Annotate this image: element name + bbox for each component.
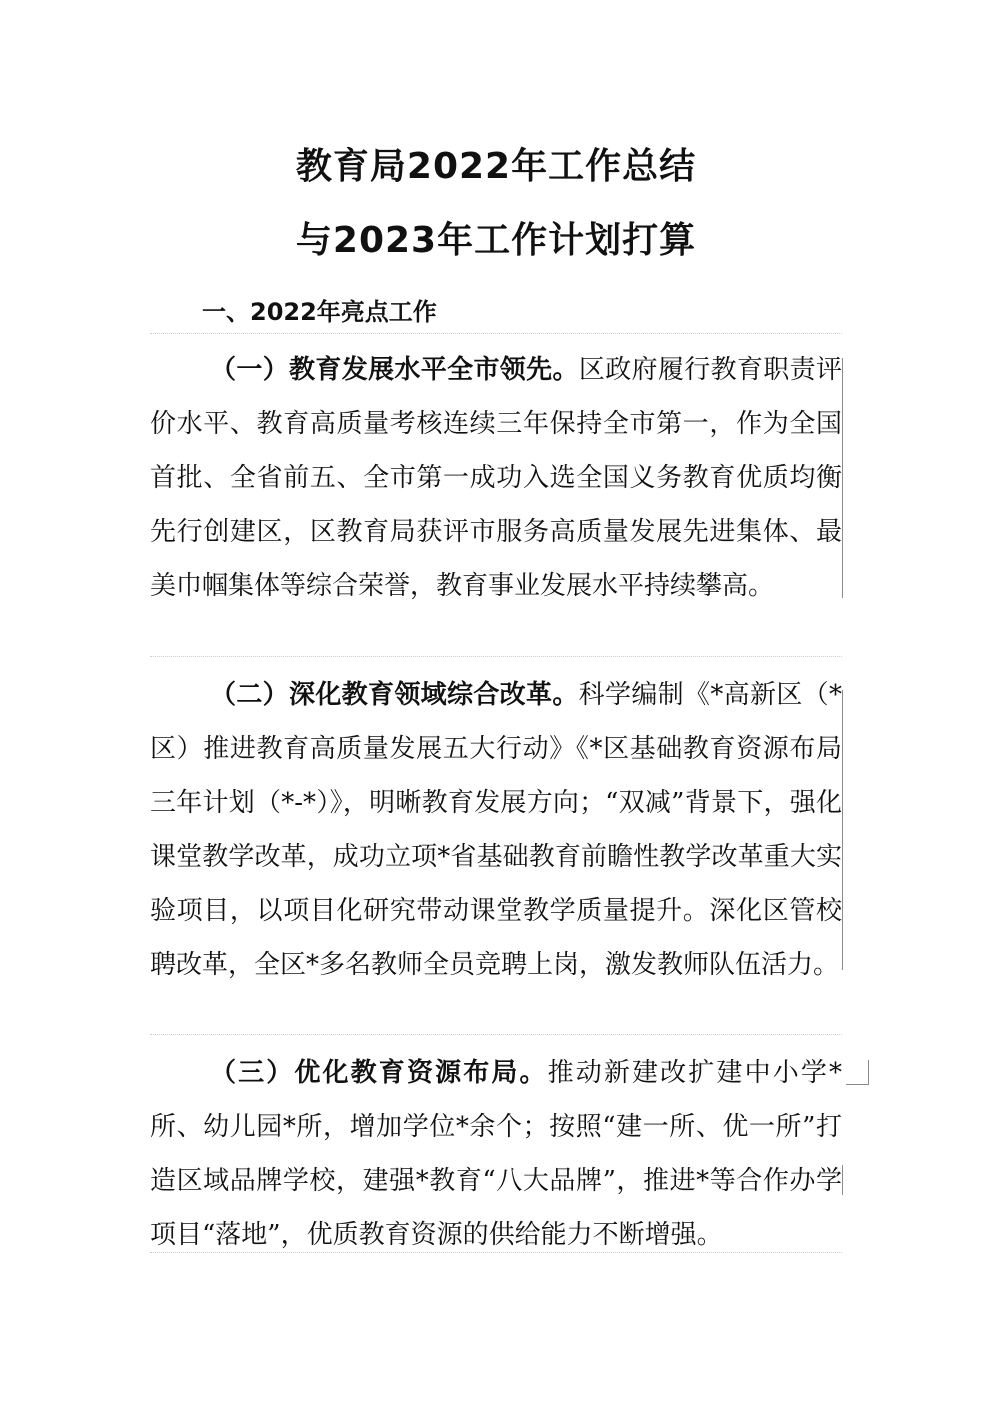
section-heading: 一、2022年亮点工作 (202, 298, 437, 326)
text-boundary-divider (150, 656, 842, 657)
text-boundary-corner (846, 1060, 869, 1085)
document-title-line-1: 教育局2022年工作总结 (295, 146, 697, 187)
paragraph-1-lead: （一）教育发展水平全市领先。 (210, 355, 579, 385)
paragraph-3 (150, 1046, 842, 1262)
paragraph-2 (150, 668, 842, 992)
text-boundary-divider (150, 1034, 842, 1035)
margin-line (842, 1165, 843, 1195)
margin-line (842, 358, 843, 598)
paragraph-2-body: 科学编制《*高新区（*区）推进教育高质量发展五大行动》《*区基础教育资源布局三年计划（*-*）》，明晰教育发展方向；“双减”背景下，强化课堂教学改革，成功立项*省基础教育前瞻性教学改革重大实验项目，以项目化研究带动课堂教学质量提升。深化区管校聘改革，全区*多名教师全员竞聘上岗，激发教师队伍活力。 (150, 680, 842, 980)
paragraph-2-lead: （二）深化教育领域综合改革。 (210, 680, 579, 710)
document-title-line-2: 与2023年工作计划打算 (295, 220, 697, 261)
text-boundary-top (150, 333, 842, 334)
margin-line (842, 690, 843, 970)
paragraph-1-body: 区政府履行教育职责评价水平、教育高质量考核连续三年保持全市第一，作为全国首批、全省前五、全市第一成功入选全国义务教育优质均衡先行创建区，区教育局获评市服务高质量发展先进集体、最美巾帼集体等综合荣誉，教育事业发展水平持续攀高。 (150, 355, 842, 601)
paragraph-3-lead: （三）优化教育资源布局。 (210, 1058, 548, 1088)
paragraph-1 (150, 343, 842, 613)
paragraph-3-body: 推动新建改扩建中小学*所、幼儿园*所，增加学位*余个；按照“建一所、优一所”打造区域品牌学校，建强*教育“八大品牌”，推进*等合作办学项目“落地”，优质教育资源的供给能力不断增强。 (150, 1058, 842, 1250)
